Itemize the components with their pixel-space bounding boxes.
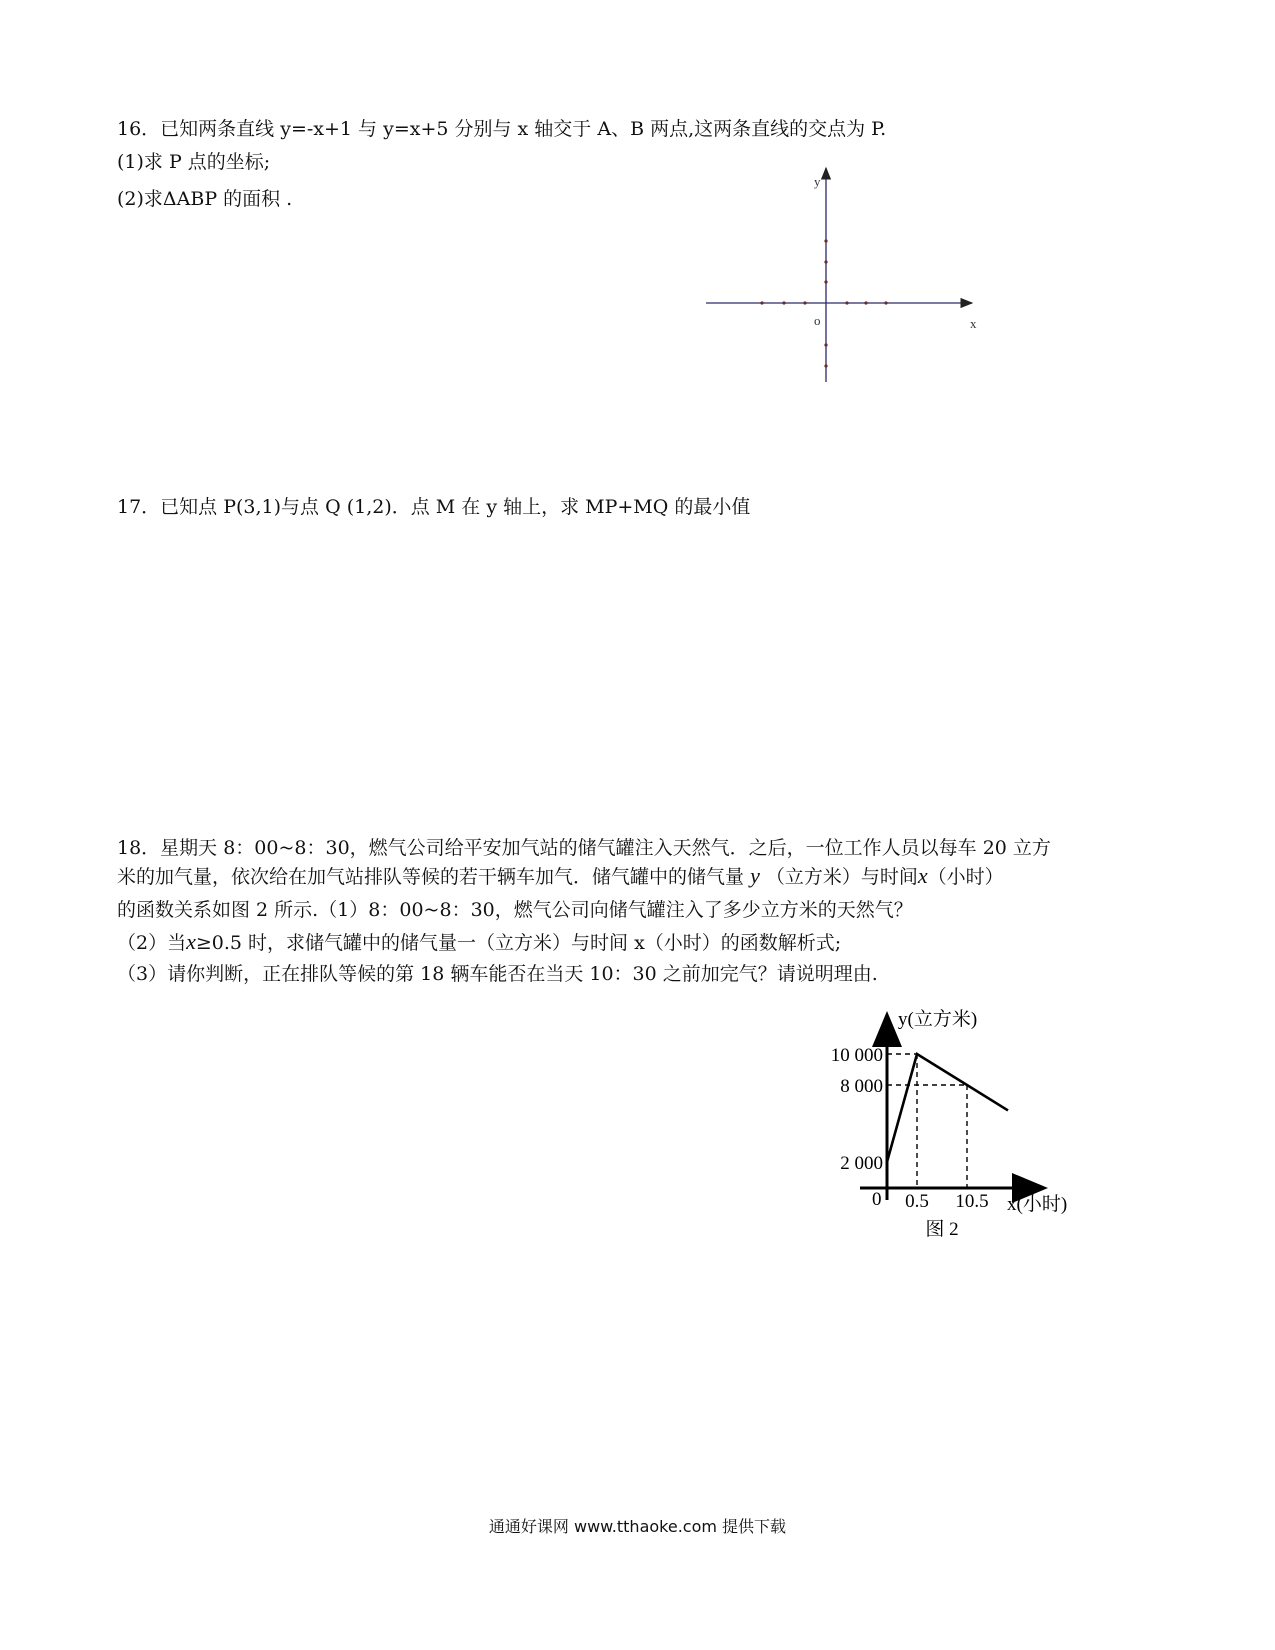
q16-part2: (2)求ΔABP 的面积 . (117, 188, 293, 210)
q18-part2-text-b: ≥0.5 时，求储气罐中的储气量一（立方米）与时间 x（小时）的函数解析式; (195, 932, 842, 954)
q18-var-y: y (750, 863, 760, 888)
q18-part2-var-x: x (186, 929, 196, 954)
x-axis-label: x (970, 316, 977, 331)
fig2-caption: 图 2 (925, 1219, 959, 1240)
q16-coordinate-axes (700, 160, 990, 395)
fig2-xtick-10.5: 10.5 (955, 1191, 989, 1212)
fig2-series-line (887, 1054, 1008, 1162)
fig2-origin-label: 0 (872, 1189, 882, 1210)
q16-part1: (1)求 P 点的坐标; (117, 151, 271, 173)
q18-var-x: x (917, 863, 928, 888)
fig2-ytick-10000: 10 000 (830, 1045, 883, 1066)
q18-statement-line2 (117, 864, 1004, 889)
fig2-x-axis-label: x(小时) (1007, 1194, 1068, 1215)
q18-part2-text-a: （2）当 (117, 932, 187, 954)
fig2-ytick-2000: 2 000 (840, 1153, 883, 1174)
q18-statement-line3: 的函数关系如图 2 所示.（1）8：00~8：30，燃气公司向储气罐注入了多少立方米的天然气？ (117, 899, 913, 921)
q18-part2 (117, 930, 841, 955)
q18-part3: （3）请你判断，正在排队等候的第 18 辆车能否在当天 10：30 之前加完气？请说明理由. (117, 963, 878, 985)
q18-line2-text-c: （小时） (927, 866, 1004, 888)
fig2-y-axis-label: y(立方米) (898, 1009, 978, 1030)
page-footer: 通通好课网 www.tthaoke.com 提供下载 (488, 1517, 787, 1536)
q18-statement-line1: 18．星期天 8：00~8：30，燃气公司给平安加气站的储气罐注入天然气．之后，一位工作人员以每车 20 立方 (117, 837, 1051, 859)
fig2-ytick-8000: 8 000 (840, 1076, 883, 1097)
figure-2-chart (820, 1005, 1090, 1245)
q17-statement: 17．已知点 P(3,1)与点 Q (1,2)．点 M 在 y 轴上，求 MP+MQ 的最小值 (117, 496, 751, 518)
fig2-xtick-0.5: 0.5 (905, 1191, 929, 1212)
q18-line2-text-b: （立方米）与时间 (765, 866, 918, 888)
origin-label: o (814, 313, 821, 328)
y-axis-label: y (814, 174, 821, 189)
q16-statement: 16．已知两条直线 y=-x+1 与 y=x+5 分别与 x 轴交于 A、B 两点,这两条直线的交点为 P. (117, 118, 887, 140)
q18-line2-text-a: 米的加气量，依次给在加气站排队等候的若干辆车加气．储气罐中的储气量 (117, 866, 745, 888)
